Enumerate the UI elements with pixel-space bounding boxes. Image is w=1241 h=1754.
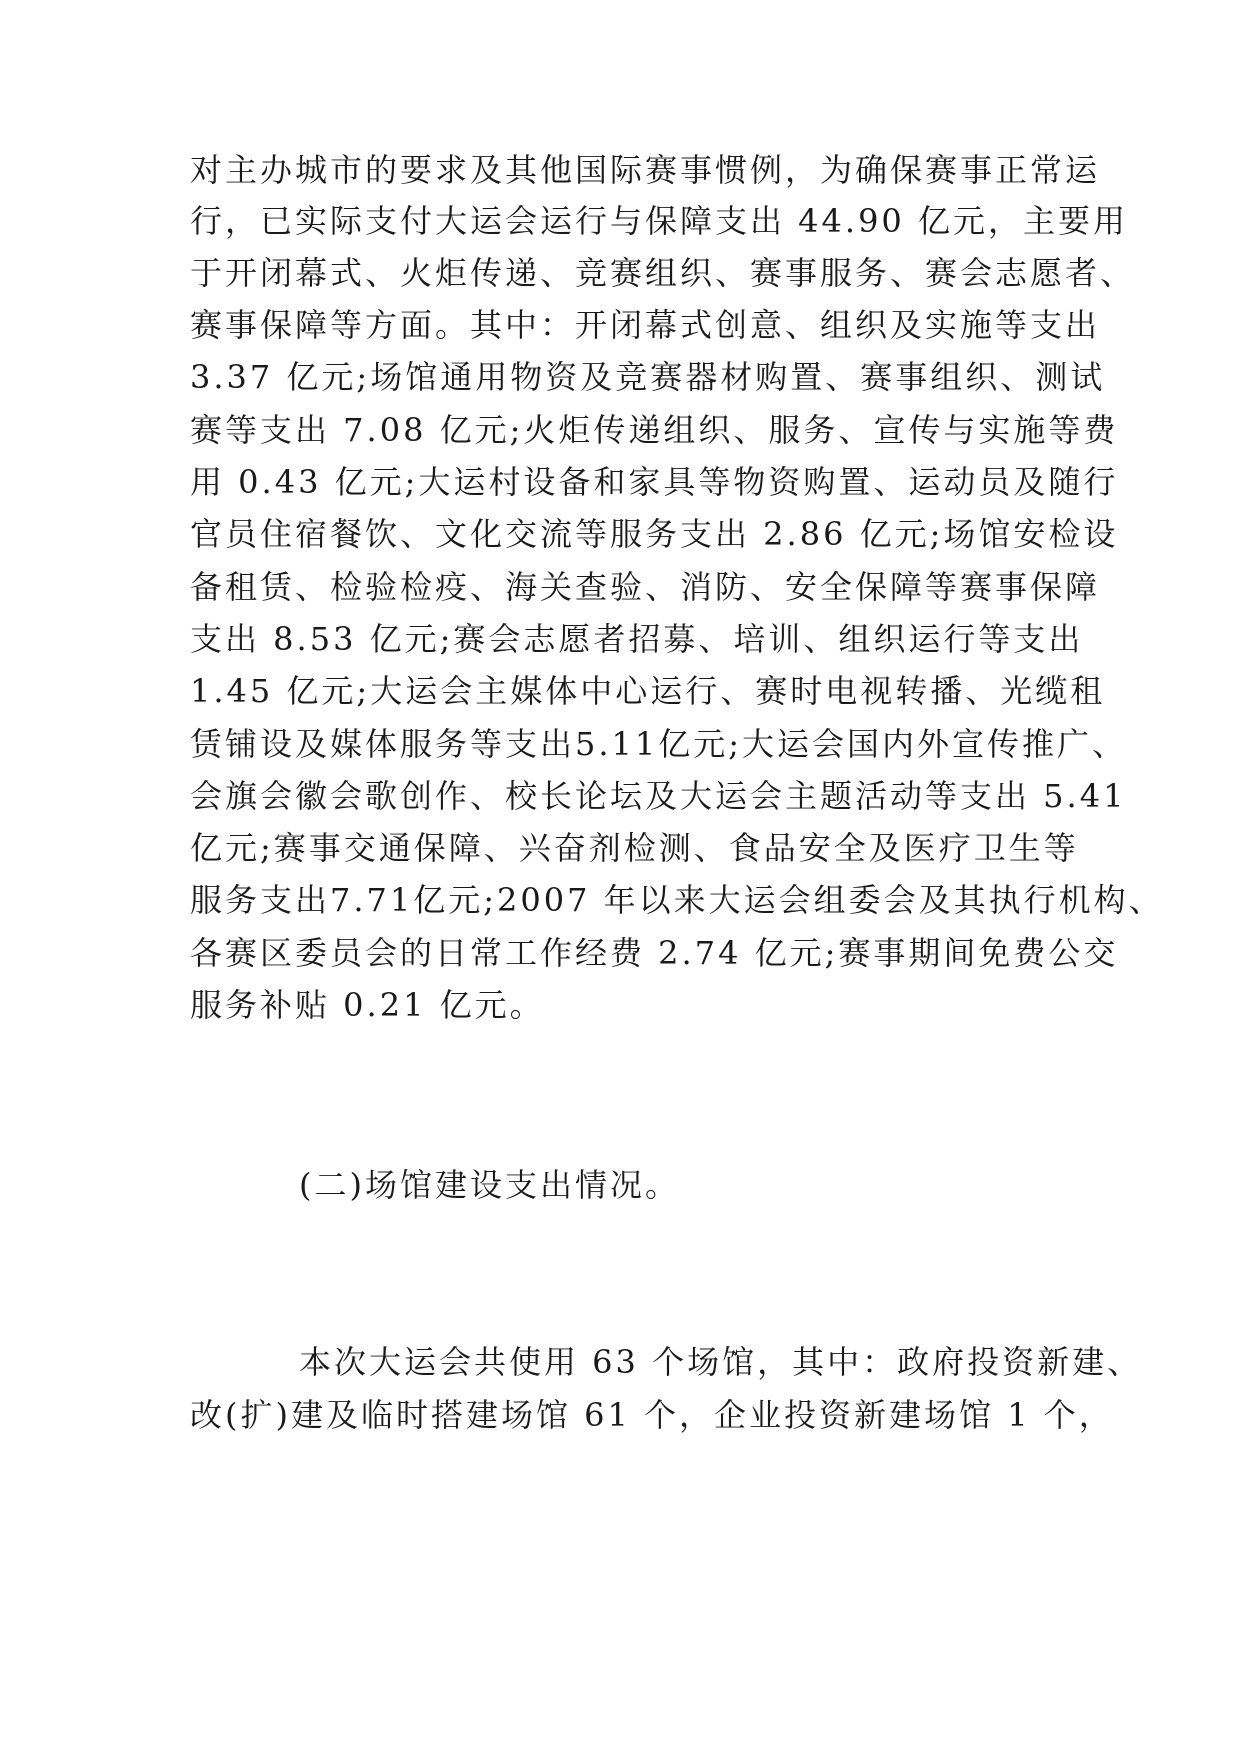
paragraph-1-line: 赁铺设及媒体服务等支出5.11亿元;大运会国内外宣传推广、 (190, 725, 1128, 763)
paragraph-1-line: 支出 8.53 亿元;赛会志愿者招募、培训、组织运行等支出 (190, 620, 1084, 658)
paragraph-1-line: 服务补贴 0.21 亿元。 (190, 986, 545, 1024)
paragraph-1-line: 会旗会徽会歌创作、校长论坛及大运会主题活动等支出 5.41 (190, 777, 1127, 815)
paragraph-1-line: 1.45 亿元;大运会主媒体中心运行、赛时电视转播、光缆租 (190, 672, 1106, 710)
paragraph-1-line: 服务支出7.71亿元;2007 年以来大运会组委会及其执行机构、 (190, 881, 1164, 919)
paragraph-2-line: 本次大运会共使用 63 个场馆，其中：政府投资新建、 (299, 1343, 1143, 1381)
paragraph-1-line: 赛等支出 7.08 亿元;火炬传递组织、服务、宣传与实施等费 (190, 411, 1119, 449)
paragraph-1-line: 对主办城市的要求及其他国际赛事惯例，为确保赛事正常运 (190, 151, 1101, 189)
paragraph-2-line: 改(扩)建及临时搭建场馆 61 个，企业投资新建场馆 1 个， (190, 1396, 1114, 1434)
paragraph-1-line: 官员住宿餐饮、文化交流等服务支出 2.86 亿元;场馆安检设 (190, 515, 1119, 553)
paragraph-1-line: 赛事保障等方面。其中：开闭幕式创意、组织及实施等支出 (190, 306, 1101, 344)
paragraph-1-line: 3.37 亿元;场馆通用物资及竞赛器材购置、赛事组织、测试 (190, 358, 1106, 396)
paragraph-1-line: 各赛区委员会的日常工作经费 2.74 亿元;赛事期间免费公交 (190, 934, 1119, 972)
paragraph-1-line: 亿元;赛事交通保障、兴奋剂检测、食品安全及医疗卫生等 (190, 829, 1079, 867)
paragraph-1-line: 用 0.43 亿元;大运村设备和家具等物资购置、运动员及随行 (190, 463, 1119, 501)
paragraph-1-line: 备租赁、检验检疫、海关查验、消防、安全保障等赛事保障 (190, 568, 1101, 606)
paragraph-1-line: 行，已实际支付大运会运行与保障支出 44.90 亿元，主要用 (190, 202, 1128, 240)
section-heading: (二)场馆建设支出情况。 (299, 1166, 680, 1204)
paragraph-1-line: 于开闭幕式、火炬传递、竞赛组织、赛事服务、赛会志愿者、 (190, 254, 1136, 292)
